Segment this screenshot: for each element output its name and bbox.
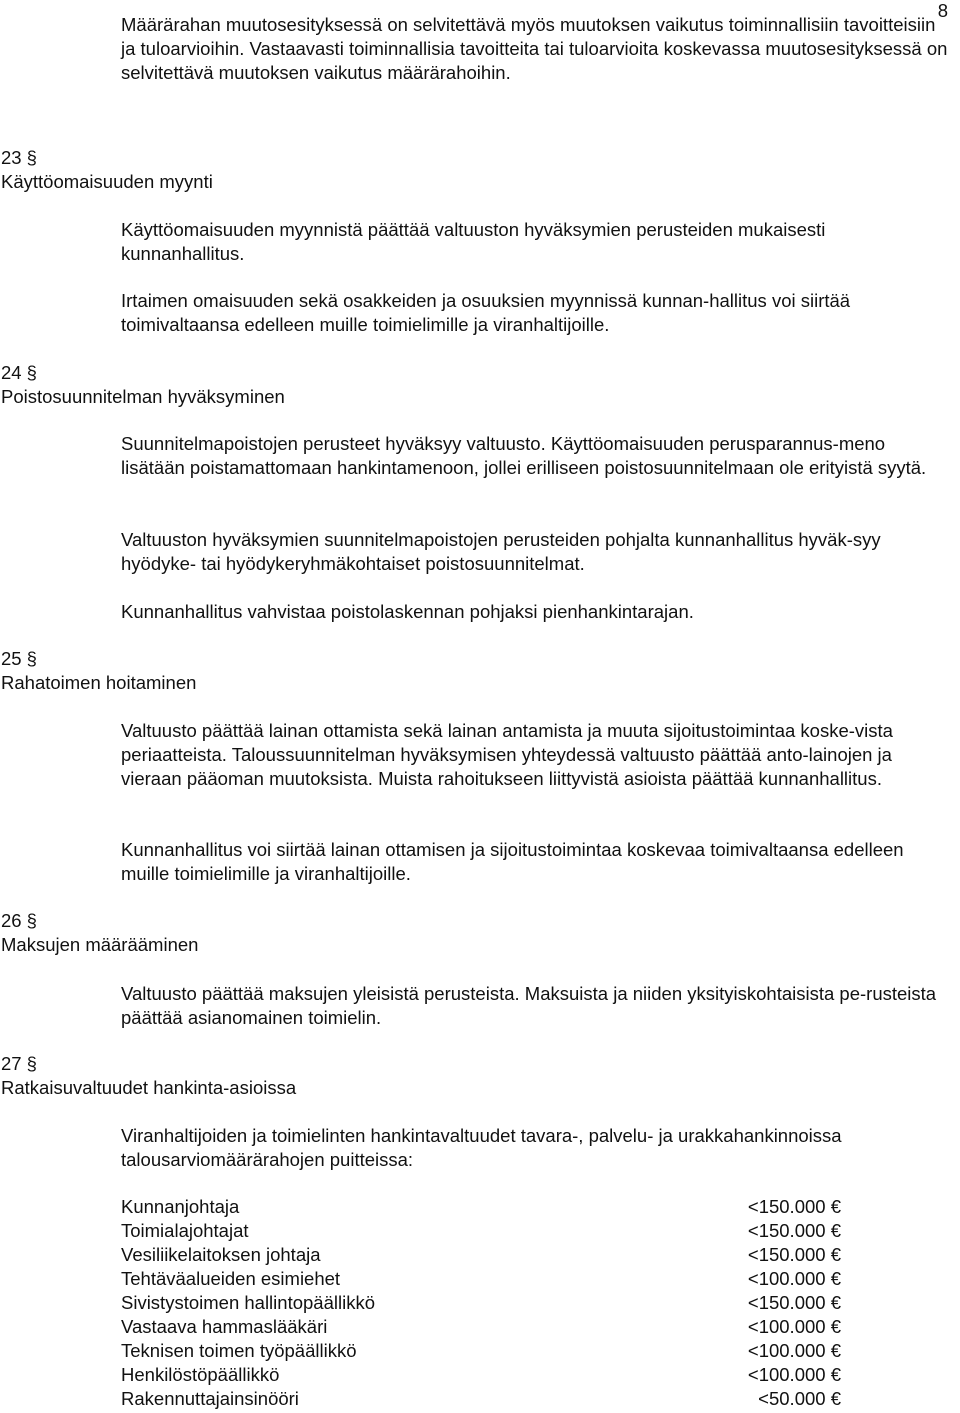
section-25-paragraph-1: Valtuusto päättää lainan ottamista sekä lainan antamista ja muuta sijoitustoimintaa koske-vista periaatteista. Taloussuunnitelman hyväksymisen yhteydessä valtuusto päättää anto-lainojen ja vieraan pääoman muutoksista. Muista rahoitukseen liittyvistä asioista päättää kunnanhallitus. bbox=[121, 720, 893, 789]
limit-amount: <150.000 € bbox=[747, 1220, 841, 1241]
limit-amount: <100.000 € bbox=[747, 1316, 841, 1337]
limit-amount: <150.000 € bbox=[747, 1292, 841, 1313]
limit-role: Teknisen toimen työpäällikkö bbox=[121, 1340, 357, 1361]
section-23-paragraph-2: Irtaimen omaisuuden sekä osakkeiden ja osuuksien myynnissä kunnan-hallitus voi siirtää toimivaltaansa edelleen muille toimielimille ja viranhaltijoille. bbox=[121, 290, 851, 335]
limit-role: Tehtäväalueiden esimiehet bbox=[121, 1268, 341, 1289]
section-number: 27 bbox=[1, 1053, 22, 1074]
limit-row bbox=[121, 1195, 841, 1219]
section-title: Rahatoimen hoitaminen bbox=[1, 672, 197, 693]
limit-amount: <100.000 € bbox=[747, 1268, 841, 1289]
section-number-line bbox=[1, 909, 198, 933]
section-sign: § bbox=[26, 648, 37, 669]
section-number: 26 bbox=[1, 910, 22, 931]
section-number-line bbox=[1, 1052, 296, 1076]
section-number-line bbox=[1, 647, 196, 671]
limit-role: Toimialajohtajat bbox=[121, 1220, 249, 1241]
section-25-heading bbox=[1, 647, 196, 695]
section-24-paragraph-3: Kunnanhallitus vahvistaa poistolaskennan pohjaksi pienhankintarajan. bbox=[121, 601, 694, 622]
section-24-paragraph-1: Suunnitelmapoistojen perusteet hyväksyy valtuusto. Käyttöomaisuuden perusparannus-meno lisätään poistamattomaan hankintamenoon, jollei erilliseen poistosuunnitelmaan ole erityistä syytä. bbox=[121, 433, 927, 478]
limit-amount: <100.000 € bbox=[747, 1340, 841, 1361]
limit-row bbox=[121, 1291, 841, 1315]
section-26-heading bbox=[1, 909, 198, 957]
limit-amount: <100.000 € bbox=[747, 1364, 841, 1385]
section-sign: § bbox=[26, 1053, 37, 1074]
limit-row bbox=[121, 1243, 841, 1267]
section-sign: § bbox=[26, 910, 37, 931]
section-26-paragraph-1: Valtuusto päättää maksujen yleisistä perusteista. Maksuista ja niiden yksityiskohtaisista pe-rusteista päättää asianomainen toimielin. bbox=[121, 983, 937, 1028]
limit-row bbox=[121, 1267, 841, 1291]
section-24-paragraph-2: Valtuuston hyväksymien suunnitelmapoistojen perusteiden pohjalta kunnanhallitus hyväk-syy hyödyke- tai hyödykeryhmäkohtaiset poistosuunnitelmat. bbox=[121, 529, 881, 574]
page-number: 8 bbox=[937, 0, 948, 21]
limit-role: Kunnanjohtaja bbox=[121, 1196, 240, 1217]
section-27-paragraph-1: Viranhaltijoiden ja toimielinten hankintavaltuudet tavara-, palvelu- ja urakkahankinnoissa talousarviomäärärahojen puitteissa: bbox=[121, 1125, 842, 1170]
limit-role: Rakennuttajainsinööri bbox=[121, 1388, 299, 1409]
section-title: Ratkaisuvaltuudet hankinta-asioissa bbox=[1, 1077, 297, 1098]
limit-role: Henkilöstöpäällikkö bbox=[121, 1364, 280, 1385]
limit-role: Sivistystoimen hallintopäällikkö bbox=[121, 1292, 375, 1313]
intro-paragraph: Määrärahan muutosesityksessä on selvitettävä myös muutoksen vaikutus toiminnallisiin tavoitteisiin ja tuloarvioihin. Vastaavasti toiminnallisia tavoitteita tai tuloarvioita koskevassa muutosesityksessä on selvitettävä muutoksen vaikutus määrärahoihin. bbox=[121, 14, 948, 83]
section-24-heading bbox=[1, 361, 285, 409]
section-number-line bbox=[1, 146, 213, 170]
limit-role: Vesiliikelaitoksen johtaja bbox=[121, 1244, 321, 1265]
section-25-paragraph-2: Kunnanhallitus voi siirtää lainan ottamisen ja sijoitustoimintaa koskevaa toimivaltaansa edelleen muille toimielimille ja viranhaltijoille. bbox=[121, 839, 904, 884]
section-23-paragraph-1: Käyttöomaisuuden myynnistä päättää valtuuston hyväksymien perusteiden mukaisesti kunnanhallitus. bbox=[121, 219, 826, 264]
limit-row bbox=[121, 1219, 841, 1243]
procurement-limits-list bbox=[121, 1195, 841, 1411]
section-title: Käyttöomaisuuden myynti bbox=[1, 171, 213, 192]
limit-row bbox=[121, 1387, 841, 1411]
section-27-heading bbox=[1, 1052, 296, 1100]
limit-row bbox=[121, 1315, 841, 1339]
limit-role: Vastaava hammaslääkäri bbox=[121, 1316, 328, 1337]
section-number: 24 bbox=[1, 362, 22, 383]
section-sign: § bbox=[26, 362, 37, 383]
section-number-line bbox=[1, 361, 285, 385]
section-number: 23 bbox=[1, 147, 22, 168]
section-title: Poistosuunnitelman hyväksyminen bbox=[1, 386, 285, 407]
limit-amount: <50.000 € bbox=[758, 1388, 841, 1409]
limit-amount: <150.000 € bbox=[747, 1244, 841, 1265]
section-number: 25 bbox=[1, 648, 22, 669]
section-23-heading bbox=[1, 146, 213, 194]
section-title: Maksujen määrääminen bbox=[1, 934, 199, 955]
limit-amount: <150.000 € bbox=[747, 1196, 841, 1217]
section-sign: § bbox=[26, 147, 37, 168]
limit-row bbox=[121, 1339, 841, 1363]
limit-row bbox=[121, 1363, 841, 1387]
